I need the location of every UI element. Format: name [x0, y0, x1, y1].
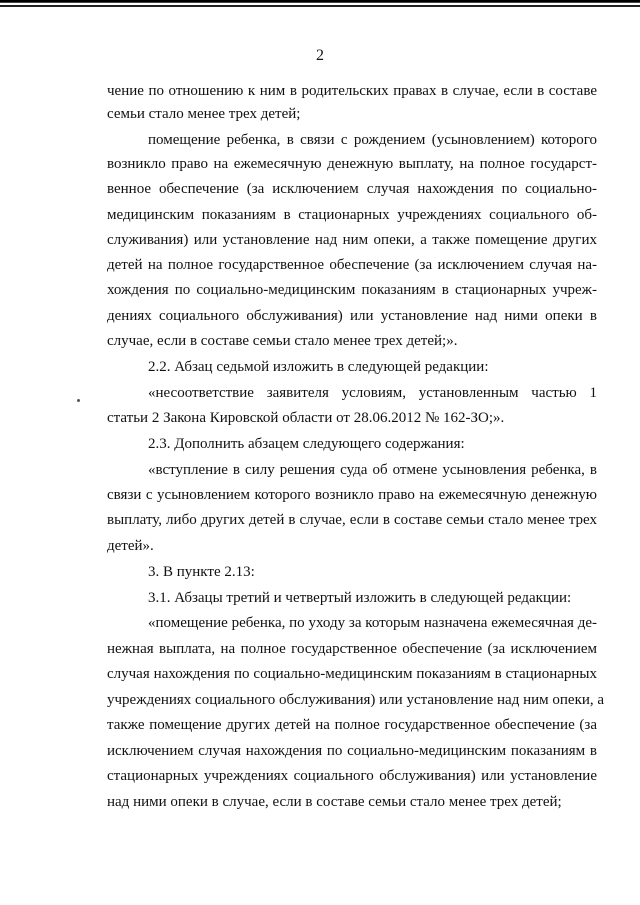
text-line: статьи 2 Закона Кировской области от 28.06.2012 № 162-ЗО;». [107, 410, 505, 426]
text-line: чение по отношению к ним в родительских правах в случае, если в составе [107, 83, 597, 99]
text-line: венное обеспечение (за исключением случая нахождения по социально- [107, 181, 597, 197]
page-number: 2 [316, 47, 324, 64]
text-line: «помещение ребенка, по уходу за которым назначена ежемесячная де- [148, 615, 597, 631]
scan-speck [77, 399, 80, 402]
text-line: семьи стало менее трех детей; [107, 106, 301, 122]
text-line: возникло право на ежемесячную денежную выплату, на полное государст- [107, 156, 597, 172]
text-line: 2.3. Дополнить абзацем следующего содержания: [148, 436, 465, 452]
text-line: стационарных учреждениях социального обслуживания) или установление [107, 768, 597, 784]
text-line: учреждениях социального обслуживания) или установление над ним опеки, а [107, 692, 605, 708]
text-line: 3.1. Абзацы третий и четвертый изложить в следующей редакции: [148, 590, 572, 606]
text-line: случая нахождения по социально-медицинским показаниям в стационарных [107, 666, 597, 682]
text-line: выплату, либо других детей в случае, если в составе семьи стало менее трех [107, 512, 597, 528]
text-line: дениях социального обслуживания) или установление над ними опеки в [107, 308, 597, 324]
text-line: «вступление в силу решения суда об отмене усыновления ребенка, в [148, 462, 597, 478]
text-line: «несоответствие заявителя условиям, установленным частью 1 [148, 385, 597, 401]
text-line: нежная выплата, на полное государственное обеспечение (за исключением [107, 641, 597, 657]
text-line: связи с усыновлением которого возникло право на ежемесячную денежную [107, 487, 597, 503]
text-line: 2.2. Абзац седьмой изложить в следующей редакции: [148, 359, 489, 375]
text-line: исключением случая нахождения по социально-медицинским показаниям в [107, 743, 597, 759]
text-line: служивания) или установление над ним опеки, а также помещение других [107, 232, 597, 248]
text-line: детей на полное государственное обеспечение (за исключением случая на- [107, 257, 597, 273]
text-line: случае, если в составе семьи стало менее трех детей;». [107, 333, 458, 349]
text-line: над ними опеки в случае, если в составе семьи стало менее трех детей; [107, 794, 562, 810]
text-line: помещение ребенка, в связи с рождением (усыновлением) которого [148, 132, 597, 148]
top-border-rule [0, 0, 640, 9]
text-line: также помещение других детей на полное государственное обеспечение (за [107, 717, 597, 733]
text-line: хождения по социально-медицинским показаниям в стационарных учреж- [107, 282, 597, 298]
text-line: 3. В пункте 2.13: [148, 564, 255, 580]
text-line: детей». [107, 538, 154, 554]
text-line: медицинским показаниям в стационарных учреждениях социального об- [107, 207, 597, 223]
